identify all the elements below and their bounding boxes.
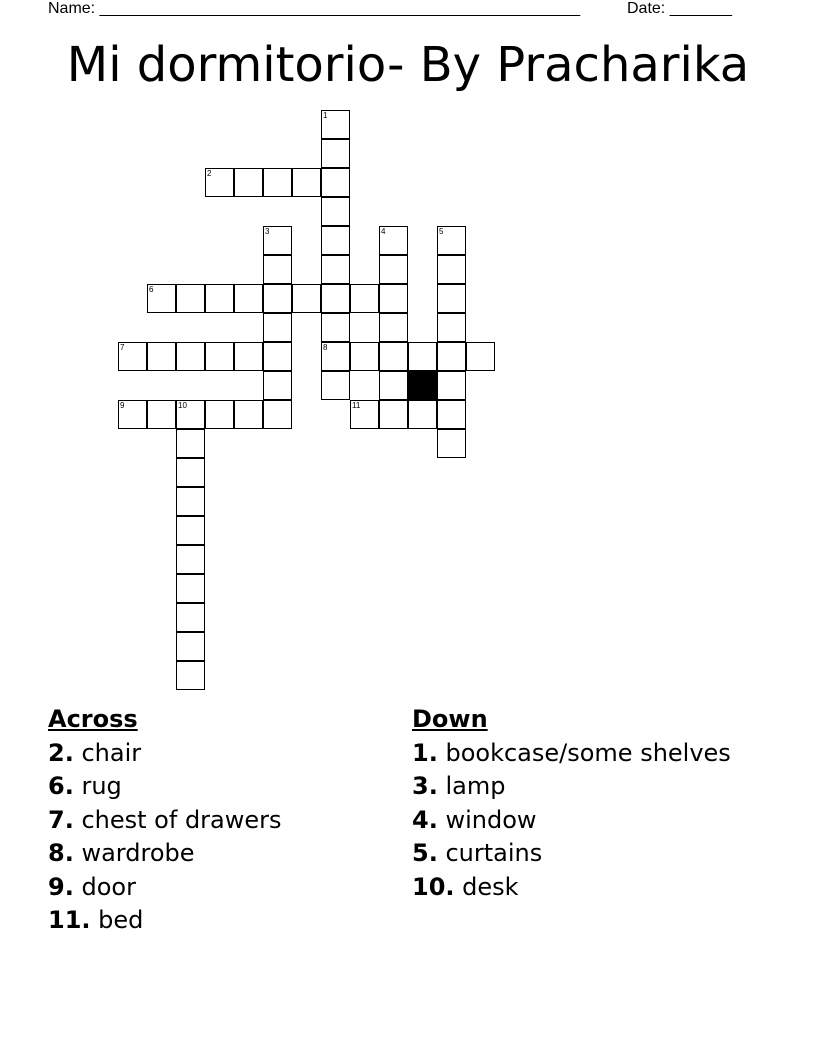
crossword-block (408, 371, 437, 400)
clue-number: 5. (412, 839, 438, 867)
crossword-cell[interactable] (350, 342, 379, 371)
crossword-cell[interactable] (176, 632, 205, 661)
crossword-cell[interactable] (263, 371, 292, 400)
clue-number: 10. (412, 872, 455, 901)
clue-across-8 (48, 837, 388, 871)
crossword-cell[interactable] (321, 313, 350, 342)
crossword-cell[interactable] (147, 400, 176, 429)
crossword-cell[interactable] (437, 342, 466, 371)
clue-text: rug (81, 772, 122, 800)
crossword-cell[interactable] (321, 197, 350, 226)
clue-text: lamp (445, 772, 506, 800)
crossword-cell[interactable] (437, 284, 466, 313)
name-field: Name: ______________________________________________________ (48, 0, 581, 17)
clue-down-4 (412, 804, 732, 838)
crossword-cell[interactable] (234, 168, 263, 197)
crossword-cell[interactable] (437, 313, 466, 342)
crossword-cell[interactable] (263, 284, 292, 313)
crossword-cell[interactable] (118, 342, 147, 371)
cell-number: 10 (178, 401, 187, 410)
crossword-cell[interactable] (379, 400, 408, 429)
clue-down-5 (412, 837, 732, 871)
clue-number: 1. (412, 738, 438, 767)
clue-text: wardrobe (81, 839, 195, 867)
crossword-cell[interactable] (147, 342, 176, 371)
crossword-cell[interactable] (379, 313, 408, 342)
cell-number: 11 (352, 401, 361, 410)
crossword-cell[interactable] (350, 400, 379, 429)
crossword-cell[interactable] (263, 313, 292, 342)
cell-number: 4 (381, 227, 386, 236)
clue-text: bookcase/some shelves (445, 738, 731, 767)
crossword-cell[interactable] (321, 110, 350, 139)
crossword-cell[interactable] (408, 400, 437, 429)
across-clues (48, 703, 388, 938)
crossword-cell[interactable] (437, 255, 466, 284)
crossword-cell[interactable] (263, 168, 292, 197)
crossword-cell[interactable] (408, 342, 437, 371)
clue-across-11 (48, 904, 388, 938)
clue-text: bed (98, 906, 144, 934)
crossword-cell[interactable] (379, 342, 408, 371)
clue-down-3 (412, 770, 732, 804)
crossword-cell[interactable] (205, 168, 234, 197)
crossword-cell[interactable] (466, 342, 495, 371)
cell-number: 3 (265, 227, 270, 236)
clue-number: 11. (48, 906, 91, 934)
crossword-cell[interactable] (263, 255, 292, 284)
clue-text: chest of drawers (81, 805, 282, 834)
clue-text: curtains (445, 839, 543, 867)
crossword-cell[interactable] (437, 226, 466, 255)
cell-number: 9 (120, 401, 125, 410)
crossword-cell[interactable] (176, 516, 205, 545)
clue-down-1 (412, 737, 732, 771)
crossword-cell[interactable] (118, 400, 147, 429)
clue-text: window (445, 805, 537, 834)
clue-text: door (81, 872, 136, 901)
crossword-cell[interactable] (176, 574, 205, 603)
crossword-cell[interactable] (292, 168, 321, 197)
cell-number: 5 (439, 227, 444, 236)
clue-across-6 (48, 770, 388, 804)
crossword-cell[interactable] (321, 342, 350, 371)
down-clues (412, 703, 732, 904)
crossword-cell[interactable] (176, 487, 205, 516)
crossword-cell[interactable] (176, 458, 205, 487)
cell-number: 7 (120, 343, 125, 352)
crossword-cell[interactable] (321, 139, 350, 168)
crossword-cell[interactable] (437, 371, 466, 400)
clue-number: 4. (412, 805, 438, 834)
crossword-cell[interactable] (350, 284, 379, 313)
clue-number: 6. (48, 772, 74, 800)
crossword-cell[interactable] (321, 226, 350, 255)
clue-across-2 (48, 737, 388, 771)
clue-number: 8. (48, 839, 74, 867)
crossword-cell[interactable] (263, 400, 292, 429)
clue-across-7 (48, 804, 388, 838)
crossword-cell[interactable] (176, 429, 205, 458)
crossword-cell[interactable] (263, 226, 292, 255)
crossword-cell[interactable] (176, 603, 205, 632)
crossword-cell[interactable] (321, 371, 350, 400)
clue-across-9 (48, 871, 388, 905)
clue-number: 9. (48, 872, 74, 901)
crossword-cell[interactable] (379, 371, 408, 400)
cell-number: 1 (323, 111, 328, 120)
date-field: Date: _______ (627, 0, 732, 17)
crossword-cell[interactable] (234, 342, 263, 371)
down-heading: Down (412, 705, 488, 733)
clue-down-10 (412, 871, 732, 905)
crossword-cell[interactable] (379, 226, 408, 255)
crossword-cell[interactable] (321, 255, 350, 284)
crossword-cell[interactable] (205, 342, 234, 371)
clue-text: chair (81, 738, 142, 767)
crossword-cell[interactable] (292, 284, 321, 313)
crossword-cell[interactable] (176, 342, 205, 371)
crossword-cell[interactable] (234, 400, 263, 429)
puzzle-title: Mi dormitorio- By Pracharika (66, 37, 750, 93)
crossword-cell[interactable] (437, 429, 466, 458)
crossword-cell[interactable] (147, 284, 176, 313)
crossword-cell[interactable] (176, 400, 205, 429)
cell-number: 8 (323, 343, 328, 352)
crossword-cell[interactable] (379, 284, 408, 313)
crossword-cell[interactable] (176, 661, 205, 690)
crossword-cell[interactable] (205, 284, 234, 313)
clue-number: 3. (412, 772, 438, 800)
crossword-cell[interactable] (321, 284, 350, 313)
crossword-cell[interactable] (234, 284, 263, 313)
clue-number: 2. (48, 738, 74, 767)
crossword-cell[interactable] (437, 400, 466, 429)
crossword-cell[interactable] (176, 284, 205, 313)
clue-number: 7. (48, 805, 74, 834)
cell-number: 2 (207, 169, 212, 178)
clue-text: desk (462, 872, 519, 901)
crossword-cell[interactable] (205, 400, 234, 429)
cell-number: 6 (149, 285, 154, 294)
crossword-cell[interactable] (176, 545, 205, 574)
crossword-cell[interactable] (263, 342, 292, 371)
crossword-cell[interactable] (379, 255, 408, 284)
crossword-cell[interactable] (321, 168, 350, 197)
across-heading: Across (48, 705, 138, 733)
